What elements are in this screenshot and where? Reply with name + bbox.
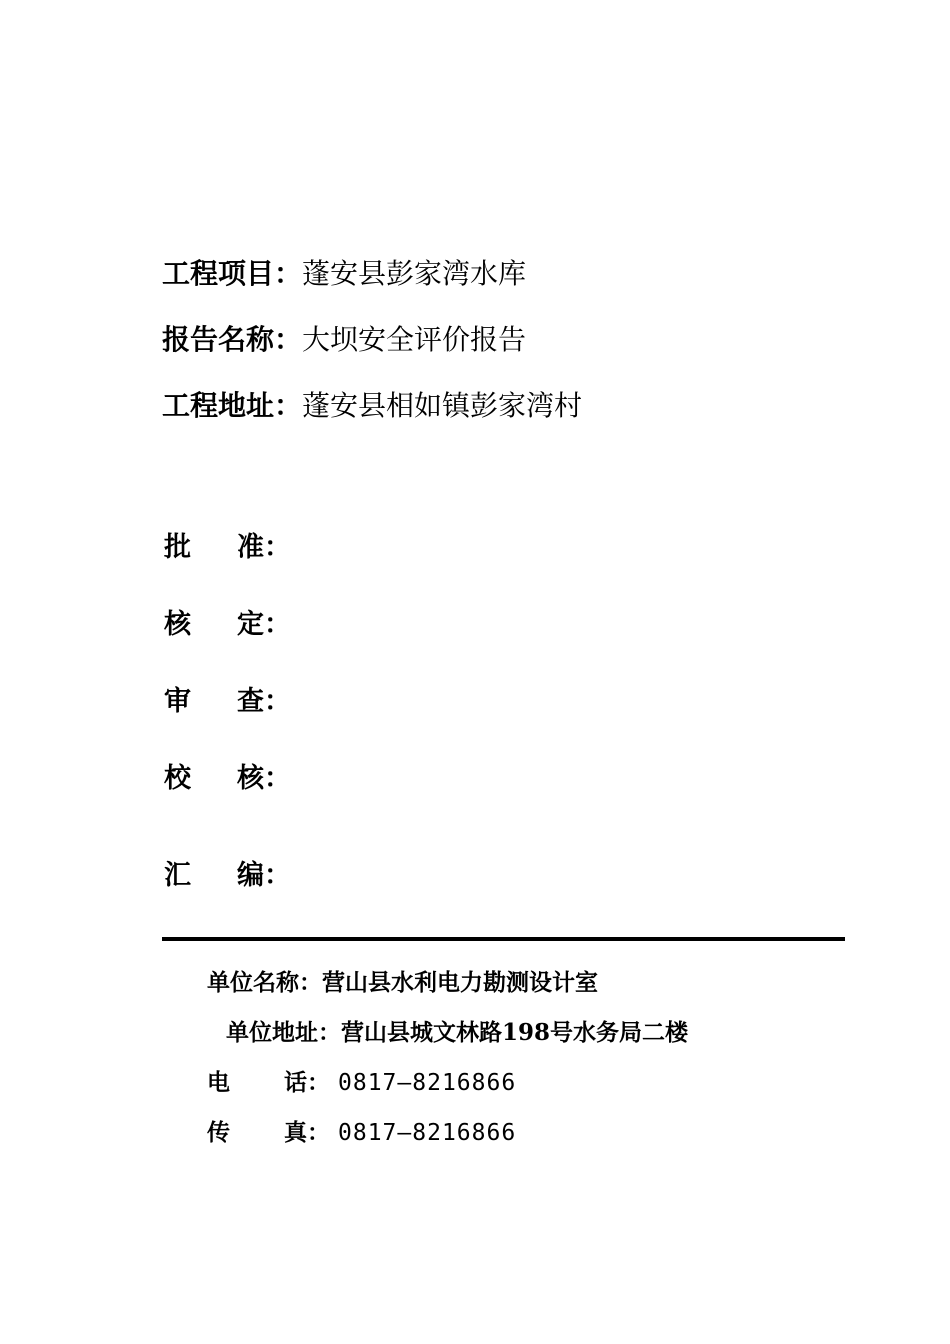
project-address-value: 蓬安县相如镇彭家湾村 <box>302 389 583 422</box>
project-name-label: 工程项目： <box>162 257 303 290</box>
project-name-value: 蓬安县彭家湾水库 <box>302 257 527 290</box>
signoff-review-row <box>164 688 291 715</box>
phone-char1: 电 <box>207 1069 230 1096</box>
report-name-label: 报告名称： <box>162 323 303 356</box>
signoff-approve-char1: 批 <box>164 532 191 563</box>
report-name-row <box>162 323 527 356</box>
unit-name-row <box>207 971 598 994</box>
project-address-row <box>162 389 583 422</box>
signoff-review-char1: 审 <box>164 686 191 717</box>
unit-address-value: 营山县城文林路198号水务局二楼 <box>341 1019 689 1046</box>
signoff-verify-char2: 定： <box>237 609 291 640</box>
phone-value: 0817—8216866 <box>338 1070 517 1096</box>
fax-char2: 真： <box>284 1119 330 1146</box>
phone-row <box>207 1071 516 1095</box>
signoff-review-char2: 查： <box>237 686 291 717</box>
report-name-value: 大坝安全评价报告 <box>302 323 527 356</box>
fax-row <box>207 1121 516 1145</box>
project-name-row <box>162 257 527 290</box>
signoff-approve-char2: 准： <box>237 532 291 563</box>
fax-value: 0817—8216866 <box>338 1120 517 1146</box>
footer-divider <box>162 937 845 941</box>
signoff-check-row <box>164 765 291 792</box>
signoff-compile-char2: 编： <box>237 860 291 891</box>
phone-char2: 话： <box>284 1069 330 1096</box>
signoff-verify-row <box>164 611 291 638</box>
unit-name-value: 营山县水利电力勘测设计室 <box>322 969 598 996</box>
unit-address-row <box>226 1021 688 1044</box>
project-address-label: 工程地址： <box>162 389 303 422</box>
signoff-approve-row <box>164 534 291 561</box>
fax-char1: 传 <box>207 1119 230 1146</box>
signoff-compile-row <box>164 862 291 889</box>
signoff-compile-char1: 汇 <box>164 860 191 891</box>
signoff-check-char1: 校 <box>164 763 191 794</box>
unit-name-label: 单位名称： <box>207 969 322 996</box>
unit-address-label: 单位地址： <box>226 1019 341 1046</box>
signoff-verify-char1: 核 <box>164 609 191 640</box>
signoff-check-char2: 核： <box>237 763 291 794</box>
